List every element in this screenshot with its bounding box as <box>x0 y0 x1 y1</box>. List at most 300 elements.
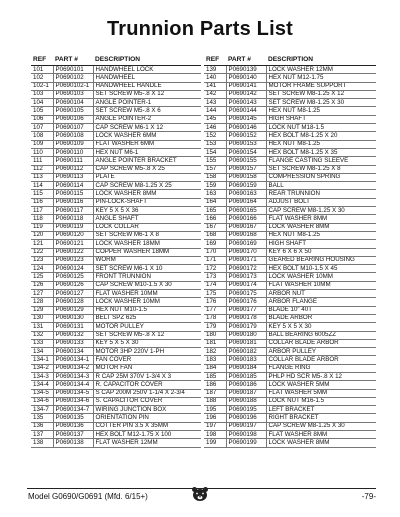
table-row <box>31 140 201 148</box>
description-cell: CAP SCREW M5-.8 X 25 <box>93 165 201 173</box>
ref-cell: 177 <box>204 306 226 314</box>
part-number-cell: P0690127 <box>53 290 93 298</box>
ref-header: REF <box>31 56 53 66</box>
table-row <box>31 207 201 215</box>
part-number-cell: P0690134-5 <box>53 389 93 397</box>
ref-cell: 188 <box>204 397 226 405</box>
part-number-cell: P0690177 <box>226 306 266 314</box>
ref-cell: 118 <box>31 215 53 223</box>
table-row <box>204 298 376 306</box>
part-number-cell: P0690101 <box>53 66 93 74</box>
description-cell: LEFT BRACKET <box>266 406 376 414</box>
part-number-cell: P0690135 <box>53 414 93 422</box>
description-cell: LOCK WASHER 12MM <box>266 66 376 74</box>
table-row <box>204 422 376 430</box>
table-row <box>204 323 376 331</box>
ref-cell: 176 <box>204 298 226 306</box>
part-number-cell: P0690109 <box>53 140 93 148</box>
description-cell: ORIENTATION PIN <box>93 414 201 422</box>
table-row <box>31 265 201 273</box>
table-row <box>204 314 376 322</box>
part-number-cell: P0690178 <box>226 314 266 322</box>
description-cell: HEX BOLT M8-1.25 X 20 <box>266 132 376 140</box>
description-cell: WORM <box>93 256 201 264</box>
table-row <box>31 306 201 314</box>
ref-cell: 172 <box>204 265 226 273</box>
ref-cell: 133 <box>31 339 53 347</box>
description-cell: HANDWHEEL <box>93 74 201 82</box>
part-number-cell: P0690146 <box>226 124 266 132</box>
ref-cell: 174 <box>204 281 226 289</box>
ref-cell: 134-1 <box>31 356 53 364</box>
table-row <box>31 231 201 239</box>
description-cell: COMPRESSION SPRING <box>266 173 376 181</box>
ref-cell: 146 <box>204 124 226 132</box>
ref-cell: 142 <box>204 90 226 98</box>
ref-cell: 134-5 <box>31 389 53 397</box>
table-row <box>31 364 201 372</box>
part-number-cell: P0690179 <box>226 323 266 331</box>
table-row <box>31 74 201 82</box>
ref-cell: 117 <box>31 207 53 215</box>
description-cell: FLAT WASHER 10MM <box>93 290 201 298</box>
description-cell: SET SCREW M8-1.25 X 12 <box>266 90 376 98</box>
ref-cell: 106 <box>31 115 53 123</box>
part-number-cell: P0690163 <box>226 190 266 198</box>
description-cell: WIRING JUNCTION BOX <box>93 406 201 414</box>
part-number-cell: P0690184 <box>226 364 266 372</box>
ref-cell: 195 <box>204 406 226 414</box>
ref-cell: 123 <box>31 256 53 264</box>
part-number-cell: P0690113 <box>53 173 93 181</box>
table-row <box>204 414 376 422</box>
table-row <box>31 314 201 322</box>
description-cell: HANDWHEEL HANDLE <box>93 82 201 90</box>
description-cell: LOCK NUT M16-1.5 <box>266 397 376 405</box>
description-cell: FLANGE RING <box>266 364 376 372</box>
part-number-cell: P0690124 <box>53 265 93 273</box>
description-cell: KEY 5 X 5 X 36 <box>93 207 201 215</box>
table-row <box>204 124 376 132</box>
ref-cell: 167 <box>204 223 226 231</box>
part-number-cell: P0690116 <box>53 198 93 206</box>
part-number-cell: P0690119 <box>53 223 93 231</box>
description-cell: SET SCREW M5-.8 X 12 <box>93 331 201 339</box>
table-row <box>204 74 376 82</box>
description-header: DESCRIPTION <box>93 56 201 66</box>
ref-cell: 163 <box>204 190 226 198</box>
table-row <box>31 389 201 397</box>
table-row <box>31 298 201 306</box>
part-number-cell: P0690102 <box>53 74 93 82</box>
ref-cell: 152 <box>204 132 226 140</box>
description-cell: ARBOR FLANGE <box>266 298 376 306</box>
part-number-cell: P0690102-1 <box>53 82 93 90</box>
description-cell: HEX NUT M8-1.25 <box>266 231 376 239</box>
ref-cell: 157 <box>204 165 226 173</box>
table-row <box>204 372 376 380</box>
part-number-cell: P0690134-6 <box>53 397 93 405</box>
table-row <box>204 397 376 405</box>
part-number-cell: P0690172 <box>226 265 266 273</box>
table-row <box>31 82 201 90</box>
description-cell: BELT SPZ 625 <box>93 314 201 322</box>
table-row <box>31 107 201 115</box>
description-cell: LOCK WASHER 6MM <box>93 132 201 140</box>
ref-cell: 129 <box>31 306 53 314</box>
part-number-cell: P0690134-7 <box>53 406 93 414</box>
ref-cell: 122 <box>31 248 53 256</box>
part-number-cell: P0690181 <box>226 339 266 347</box>
description-cell: LOCK WASHER 5MM <box>266 381 376 389</box>
ref-cell: 158 <box>204 173 226 181</box>
description-cell: FLAT WASHER 12MM <box>93 439 201 447</box>
description-cell: ARBOR PULLEY <box>266 348 376 356</box>
table-row <box>31 422 201 430</box>
description-cell: HEX NUT M8-1.25 <box>266 107 376 115</box>
table-row <box>31 223 201 231</box>
table-row <box>204 140 376 148</box>
part-number-cell: P0690134 <box>53 348 93 356</box>
part-number-cell: P0690130 <box>53 314 93 322</box>
ref-cell: 130 <box>31 314 53 322</box>
table-row <box>204 198 376 206</box>
part-number-cell: P0690110 <box>53 148 93 156</box>
part-number-cell: P0690144 <box>226 107 266 115</box>
part-number-cell: P0690157 <box>226 165 266 173</box>
description-cell: FLANGE CASTING SLEEVE <box>266 157 376 165</box>
ref-cell: 169 <box>204 240 226 248</box>
description-cell: FLAT WASHER 5MM <box>266 389 376 397</box>
ref-cell: 131 <box>31 323 53 331</box>
part-number-cell: P0690159 <box>226 182 266 190</box>
description-cell: FAN COVER <box>93 356 201 364</box>
part-number-cell: P0690137 <box>53 431 93 439</box>
ref-cell: 134-7 <box>31 406 53 414</box>
ref-cell: 116 <box>31 198 53 206</box>
table-row <box>31 397 201 405</box>
description-cell: MOTOR PULLEY <box>93 323 201 331</box>
ref-cell: 101 <box>31 66 53 74</box>
part-number-cell: P0690188 <box>226 397 266 405</box>
table-row <box>31 290 201 298</box>
table-row <box>204 215 376 223</box>
description-cell: COTTER PIN 3.5 X 35MM <box>93 422 201 430</box>
part-number-cell: P0690133 <box>53 339 93 347</box>
part-number-cell: P0690136 <box>53 422 93 430</box>
table-row <box>31 381 201 389</box>
table-row <box>204 256 376 264</box>
description-cell: HIGH SHAFT <box>266 240 376 248</box>
ref-cell: 141 <box>204 82 226 90</box>
part-number-cell: P0690112 <box>53 165 93 173</box>
description-cell: KEY 5 X 5 X 30 <box>93 339 201 347</box>
table-row <box>31 190 201 198</box>
description-cell: RIGHT BRACKET <box>266 414 376 422</box>
part-number-cell: P0690131 <box>53 323 93 331</box>
table-row <box>31 157 201 165</box>
description-cell: CAP SCREW M8-1.25 X 30 <box>266 422 376 430</box>
ref-cell: 154 <box>204 148 226 156</box>
ref-cell: 120 <box>31 231 53 239</box>
part-number-cell: P0690169 <box>226 240 266 248</box>
part-number-cell: P0690174 <box>226 281 266 289</box>
ref-cell: 102-1 <box>31 82 53 90</box>
page-title: Trunnion Parts List <box>106 18 294 40</box>
description-cell: R. CAPACITOR COVER <box>93 381 201 389</box>
description-cell: SET SCREW M8-1.25 X 8 <box>266 165 376 173</box>
part-number-cell: P0690129 <box>53 306 93 314</box>
description-cell: COLLAR BLADE ARBOR <box>266 356 376 364</box>
ref-cell: 173 <box>204 273 226 281</box>
description-cell: ADJUST BOLT <box>266 198 376 206</box>
ref-cell: 137 <box>31 431 53 439</box>
ref-cell: 143 <box>204 99 226 107</box>
ref-cell: 144 <box>204 107 226 115</box>
description-cell: MOTOR FAN <box>93 364 201 372</box>
description-cell: FLAT WASHER 6MM <box>93 140 201 148</box>
ref-cell: 135 <box>31 414 53 422</box>
description-cell: ANGLE SHAFT <box>93 215 201 223</box>
ref-cell: 164 <box>204 198 226 206</box>
part-number-cell: P0690134-4 <box>53 381 93 389</box>
part-number-cell: P0690106 <box>53 115 93 123</box>
part-number-cell: P0690107 <box>53 124 93 132</box>
table-row <box>204 248 376 256</box>
ref-cell: 113 <box>31 173 53 181</box>
table-row <box>31 99 201 107</box>
ref-cell: 185 <box>204 372 226 380</box>
ref-cell: 125 <box>31 273 53 281</box>
part-number-cell: P0690142 <box>226 90 266 98</box>
ref-cell: 138 <box>31 439 53 447</box>
description-cell: R CAP 25M 370V 1-3/4 X 3 <box>93 372 201 380</box>
description-cell: HEX NUT M6-1 <box>93 148 201 156</box>
description-cell: LOCK COLLAR <box>93 223 201 231</box>
part-number-cell: P0690134-3 <box>53 372 93 380</box>
part-number-cell: P0690155 <box>226 157 266 165</box>
ref-cell: 110 <box>31 148 53 156</box>
ref-cell: 109 <box>31 140 53 148</box>
ref-cell: 171 <box>204 256 226 264</box>
parts-table-right <box>204 56 376 448</box>
description-cell: LOCK WASHER 8MM <box>266 439 376 447</box>
table-row <box>204 381 376 389</box>
description-cell: HEX BOLT M8-1.25 X 35 <box>266 148 376 156</box>
part-number-cell: P0690141 <box>226 82 266 90</box>
part-number-cell: P0690134-1 <box>53 356 93 364</box>
table-row <box>31 240 201 248</box>
part-number-cell: P0690154 <box>226 148 266 156</box>
description-cell: ANGLE POINTER-1 <box>93 99 201 107</box>
ref-cell: 178 <box>204 314 226 322</box>
ref-cell: 126 <box>31 281 53 289</box>
ref-cell: 107 <box>31 124 53 132</box>
ref-cell: 102 <box>31 74 53 82</box>
part-number-cell: P0690140 <box>226 74 266 82</box>
part-number-cell: P0690164 <box>226 198 266 206</box>
part-number-cell: P0690121 <box>53 240 93 248</box>
part-number-cell: P0690145 <box>226 115 266 123</box>
table-row <box>31 215 201 223</box>
ref-cell: 112 <box>31 165 53 173</box>
description-cell: GEARED BEARING HOUSING <box>266 256 376 264</box>
description-cell: CAP SCREW M8-1.25 X 25 <box>93 182 201 190</box>
description-cell: MOTOR 3HP 220V 1-PH <box>93 348 201 356</box>
part-number-cell: P0690118 <box>53 215 93 223</box>
table-row <box>204 148 376 156</box>
table-row <box>31 414 201 422</box>
description-cell: KEY 5 X 5 X 30 <box>266 323 376 331</box>
ref-cell: 127 <box>31 290 53 298</box>
table-row <box>204 99 376 107</box>
table-row <box>31 281 201 289</box>
ref-cell: 198 <box>204 431 226 439</box>
part-number-cell: P0690186 <box>226 381 266 389</box>
description-cell: SET SCREW M8-1.25 X 30 <box>266 99 376 107</box>
table-row <box>31 439 201 447</box>
table-row <box>204 115 376 123</box>
ref-cell: 140 <box>204 74 226 82</box>
description-cell: ANGLE POINTER-2 <box>93 115 201 123</box>
ref-cell: 197 <box>204 422 226 430</box>
description-cell: MOTOR FRAME SUPPORT <box>266 82 376 90</box>
table-row <box>31 256 201 264</box>
table-row <box>204 306 376 314</box>
table-row <box>204 389 376 397</box>
part-number-cell: P0690176 <box>226 298 266 306</box>
table-row <box>31 356 201 364</box>
part-number-cell: P0690123 <box>53 256 93 264</box>
table-row <box>31 182 201 190</box>
ref-cell: 134-2 <box>31 364 53 372</box>
description-cell: LOCK NUT M18-1.5 <box>266 124 376 132</box>
table-row <box>31 165 201 173</box>
description-cell: HEX NUT M10-1.5 <box>93 306 201 314</box>
description-cell: COPPER WASHER 18MM <box>93 248 201 256</box>
table-row <box>204 207 376 215</box>
ref-cell: 183 <box>204 356 226 364</box>
description-cell: FLAT WASHER 10MM <box>266 281 376 289</box>
part-number-header: PART # <box>53 56 93 66</box>
ref-cell: 121 <box>31 240 53 248</box>
ref-cell: 139 <box>204 66 226 74</box>
table-row <box>204 190 376 198</box>
part-number-cell: P0690171 <box>226 256 266 264</box>
table-row <box>204 364 376 372</box>
part-number-cell: P0690105 <box>53 107 93 115</box>
description-cell: SET SCREW M5-.8 X 12 <box>93 90 201 98</box>
description-cell: KEY 6 X 6 X 50 <box>266 248 376 256</box>
part-number-cell: P0690120 <box>53 231 93 239</box>
ref-cell: 134 <box>31 348 53 356</box>
description-cell: HANDWHEEL LOCK <box>93 66 201 74</box>
ref-cell: 175 <box>204 290 226 298</box>
description-cell: FRONT TRUNNION <box>93 273 201 281</box>
part-number-cell: P0690165 <box>226 207 266 215</box>
part-number-cell: P0690183 <box>226 356 266 364</box>
description-cell: HEX BOLT M12-1.75 X 100 <box>93 431 201 439</box>
part-number-cell: P0690122 <box>53 248 93 256</box>
table-row <box>31 406 201 414</box>
description-cell: HIGH SHAFT <box>266 115 376 123</box>
part-number-cell: P0690182 <box>226 348 266 356</box>
part-number-cell: P0690198 <box>226 431 266 439</box>
part-number-cell: P0690185 <box>226 372 266 380</box>
part-number-cell: P0690115 <box>53 190 93 198</box>
table-row <box>31 115 201 123</box>
table-row <box>204 223 376 231</box>
part-number-cell: P0690128 <box>53 298 93 306</box>
part-number-cell: P0690132 <box>53 331 93 339</box>
part-number-cell: P0690108 <box>53 132 93 140</box>
ref-header: REF <box>204 56 226 66</box>
ref-cell: 136 <box>31 422 53 430</box>
table-row <box>204 132 376 140</box>
table-row <box>204 165 376 173</box>
part-number-cell: P0690166 <box>226 215 266 223</box>
description-cell: FLAT WASHER 8MM <box>266 431 376 439</box>
ref-cell: 166 <box>204 215 226 223</box>
table-row <box>31 66 201 74</box>
table-row <box>31 273 201 281</box>
ref-cell: 124 <box>31 265 53 273</box>
ref-cell: 196 <box>204 414 226 422</box>
description-cell: REAR TRUNNION <box>266 190 376 198</box>
ref-cell: 104 <box>31 99 53 107</box>
description-cell: PIN-LOCK-SHAFT <box>93 198 201 206</box>
table-row <box>31 198 201 206</box>
ref-cell: 180 <box>204 331 226 339</box>
part-number-cell: P0690126 <box>53 281 93 289</box>
part-number-cell: P0690103 <box>53 90 93 98</box>
table-row <box>31 339 201 347</box>
description-cell: HEX BOLT M10-1.5 X 45 <box>266 265 376 273</box>
part-number-cell: P0690187 <box>226 389 266 397</box>
table-row <box>204 265 376 273</box>
part-number-cell: P0690114 <box>53 182 93 190</box>
ref-cell: 111 <box>31 157 53 165</box>
description-cell: HEX NUT M12-1.75 <box>266 74 376 82</box>
description-cell: LOCK WASHER 10MM <box>93 298 201 306</box>
table-row <box>204 66 376 74</box>
ref-cell: 105 <box>31 107 53 115</box>
ref-cell: 165 <box>204 207 226 215</box>
table-row <box>204 182 376 190</box>
ref-cell: 170 <box>204 248 226 256</box>
parts-table-left <box>31 56 201 448</box>
ref-cell: 168 <box>204 231 226 239</box>
table-row <box>204 82 376 90</box>
ref-cell: 181 <box>204 339 226 347</box>
table-header-row <box>31 56 201 66</box>
description-cell: PLATE <box>93 173 201 181</box>
part-number-cell: P0690199 <box>226 439 266 447</box>
table-row <box>204 90 376 98</box>
ref-cell: 187 <box>204 389 226 397</box>
description-cell: ARBOR NUT <box>266 290 376 298</box>
description-cell: SET SCREW M6-1 X 10 <box>93 265 201 273</box>
part-number-cell: P0690111 <box>53 157 93 165</box>
part-number-cell: P0690180 <box>226 331 266 339</box>
part-number-cell: P0690152 <box>226 132 266 140</box>
ref-cell: 153 <box>204 140 226 148</box>
part-number-cell: P0690134-2 <box>53 364 93 372</box>
table-row <box>204 431 376 439</box>
table-row <box>204 240 376 248</box>
ref-cell: 128 <box>31 298 53 306</box>
description-cell: SET SCREW M5-.8 X 6 <box>93 107 201 115</box>
